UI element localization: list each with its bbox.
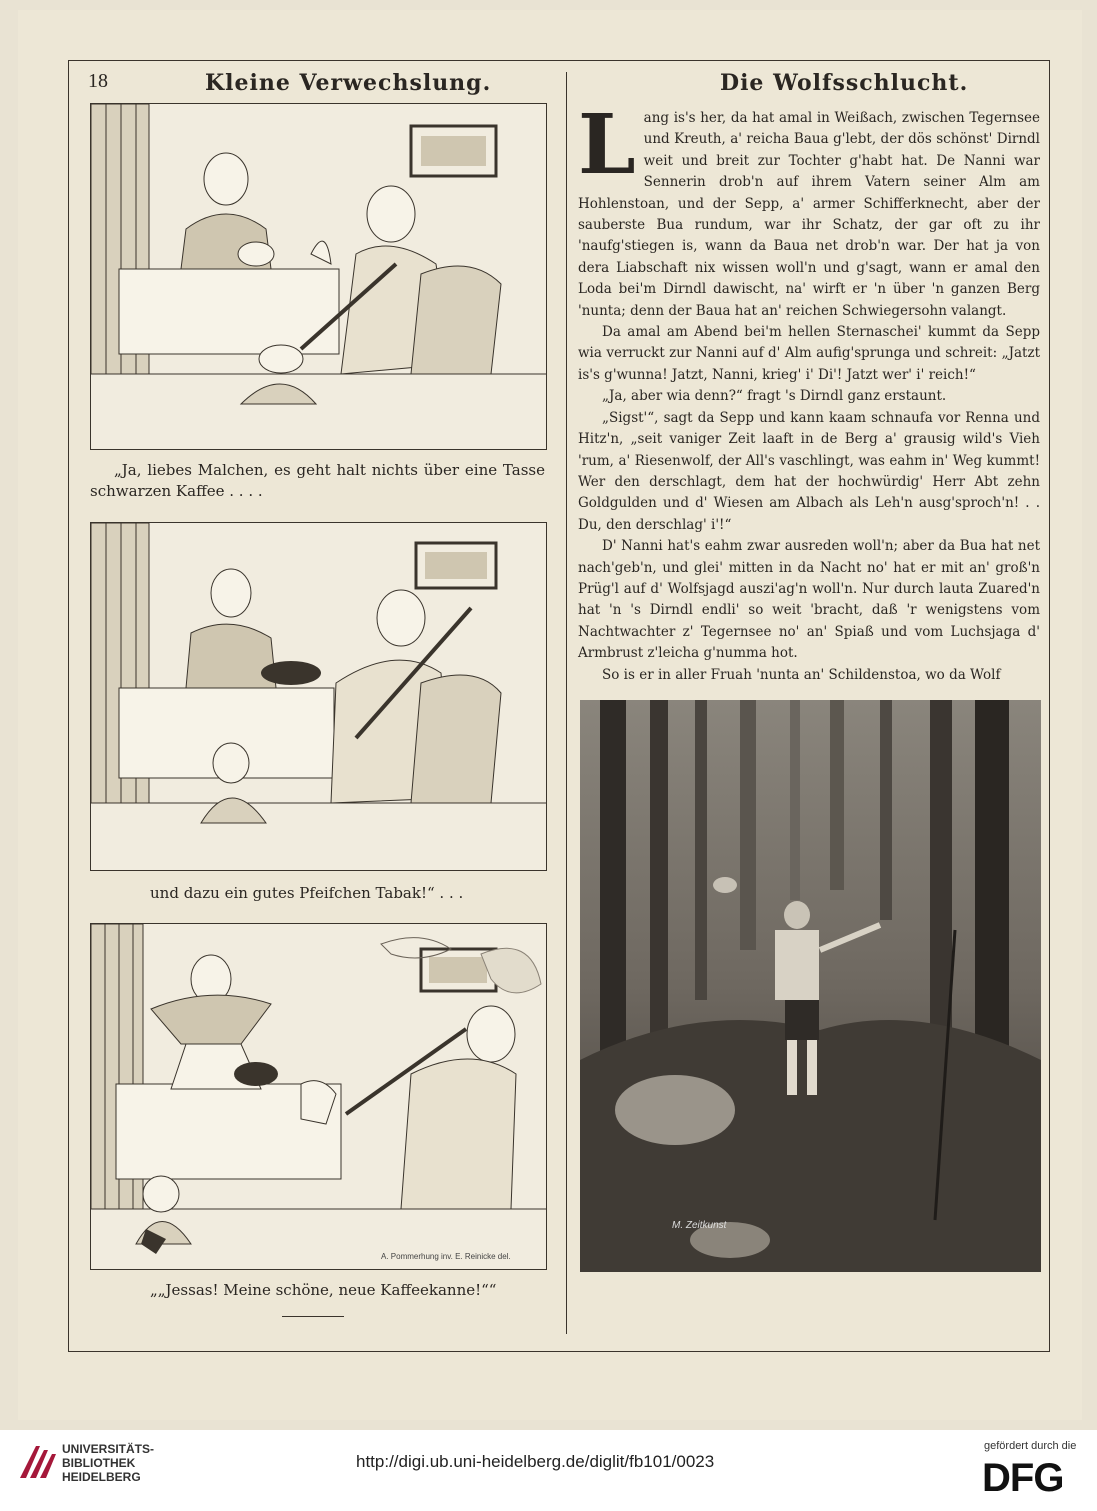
- page-number: 18: [88, 70, 108, 92]
- story-paragraph-4: „Sigst'“, sagt da Sepp und kann kaam schnaufa vor Renna und Hitz'n, „seit vaniger Zeit laaft in de Berg a' grausig wild's Vieh 'rum, a' Riesenwolf, der All's vaschlingt, was eahm in' Weg kummt! Wer den derschlagt, dem hat der hochwürdig' Herr Abt zehn Goldgulden und d' Wiesen am Albach als Leh'n ausg'sproch'n! . . Du, den derschlag' i'!“: [578, 409, 1040, 533]
- story-dropcap: L: [578, 97, 636, 193]
- story-paragraph-1: Lang is's her, da hat amal in Weißach, zwischen Tegernsee und Kreuth, a' reicha Baua g'lebt, der dös schönst' Dirndl weit und breit zur Tochter g'habt hat. De Nanni war Sennerin drob'n auf ihrem Vatern seiner Alm am Hohlenstoan, und der Sepp, a' armer Schifferknecht, aber der sauberste Bua rundum, war ihr Schatz, der gar oft zu ihr 'naufg'stiegen is, wann da Baua net drob'n war. Der hat ja von dera Liabschaft nix wissen woll'n und g'sagt, wann er amal den Loda bei'm Dirndl dawischt, na' wirft er 'n über 'n ganzen Berg 'nunta; denn der Baua hat an' reichen Schwiegersohn valangt.: [578, 97, 1040, 319]
- forest-engraving: [580, 700, 1041, 1272]
- permalink-url[interactable]: http://digi.ub.uni-heidelberg.de/diglit/fb101/0023: [356, 1452, 715, 1471]
- sponsor-label: gefördert durch die: [984, 1440, 1077, 1452]
- story-paragraph-3: „Ja, aber wia denn?“ fragt 's Dirndl ganz erstaunt.: [602, 388, 947, 405]
- story-paragraph-2: Da amal am Abend bei'm hellen Sternaschei' kummt da Sepp wia verruckt zur Nanni auf d' Alm aufig'sprunga und schreit: „Jatzt is's g'wunna! Jatzt, Nanni, krieg' i' Di'! Jatzt wer' i' reich!“: [578, 324, 1040, 383]
- dfg-logo: DFG: [982, 1456, 1064, 1500]
- comic-panel-1: [90, 103, 547, 450]
- comic-caption-3: „„Jessas! Meine schöne, neue Kaffeekanne!““: [150, 1281, 497, 1299]
- university-library-name: UNIVERSITÄTS- BIBLIOTHEK HEIDELBERG: [62, 1442, 155, 1484]
- comic-title: Kleine Verwechslung.: [205, 70, 492, 96]
- university-logo-icon: [16, 1440, 58, 1482]
- panel-3-illustration: [91, 924, 546, 1269]
- panel-1-illustration: [91, 104, 546, 449]
- story-text: [578, 97, 1040, 686]
- panel-2-illustration: [91, 523, 546, 870]
- forest-signature: M. Zeitkunst: [672, 1220, 727, 1231]
- comic-caption-1: „Ja, liebes Malchen, es geht halt nichts über eine Tasse schwarzen Kaffee . . . .: [90, 461, 545, 500]
- story-paragraph-5: D' Nanni hat's eahm zwar ausreden woll'n; aber da Bua hat net nach'geb'n, und glei' mitten in da Nacht no' hat er mit an' groß'n Prüg'l auf d' Wolfsjagd auszi'ag'n woll'n. Nur durch lauta Zuared'n hat 'n 's Dirndl endli' so weit 'bracht, daß 'r wenigstens vom Nachtwachter z' Tegernsee no' an' Spiaß und vom Luchsjaga d' Armbrust z'leicha g'numma hot.: [578, 538, 1040, 662]
- column-divider: [566, 72, 567, 1334]
- comic-panel-2: [90, 522, 547, 871]
- story-title: Die Wolfsschlucht.: [720, 70, 969, 96]
- comic-end-rule: [282, 1316, 344, 1317]
- story-paragraph-6: So is er in aller Fruah 'nunta an' Schildenstoa, wo da Wolf: [602, 666, 1001, 683]
- comic-panel-3: [90, 923, 547, 1270]
- forest-illustration: [580, 700, 1041, 1272]
- comic-signature: A. Pommerhung inv. E. Reinicke del.: [381, 1252, 511, 1261]
- comic-caption-2: und dazu ein gutes Pfeifchen Tabak!“ . . .: [150, 884, 464, 902]
